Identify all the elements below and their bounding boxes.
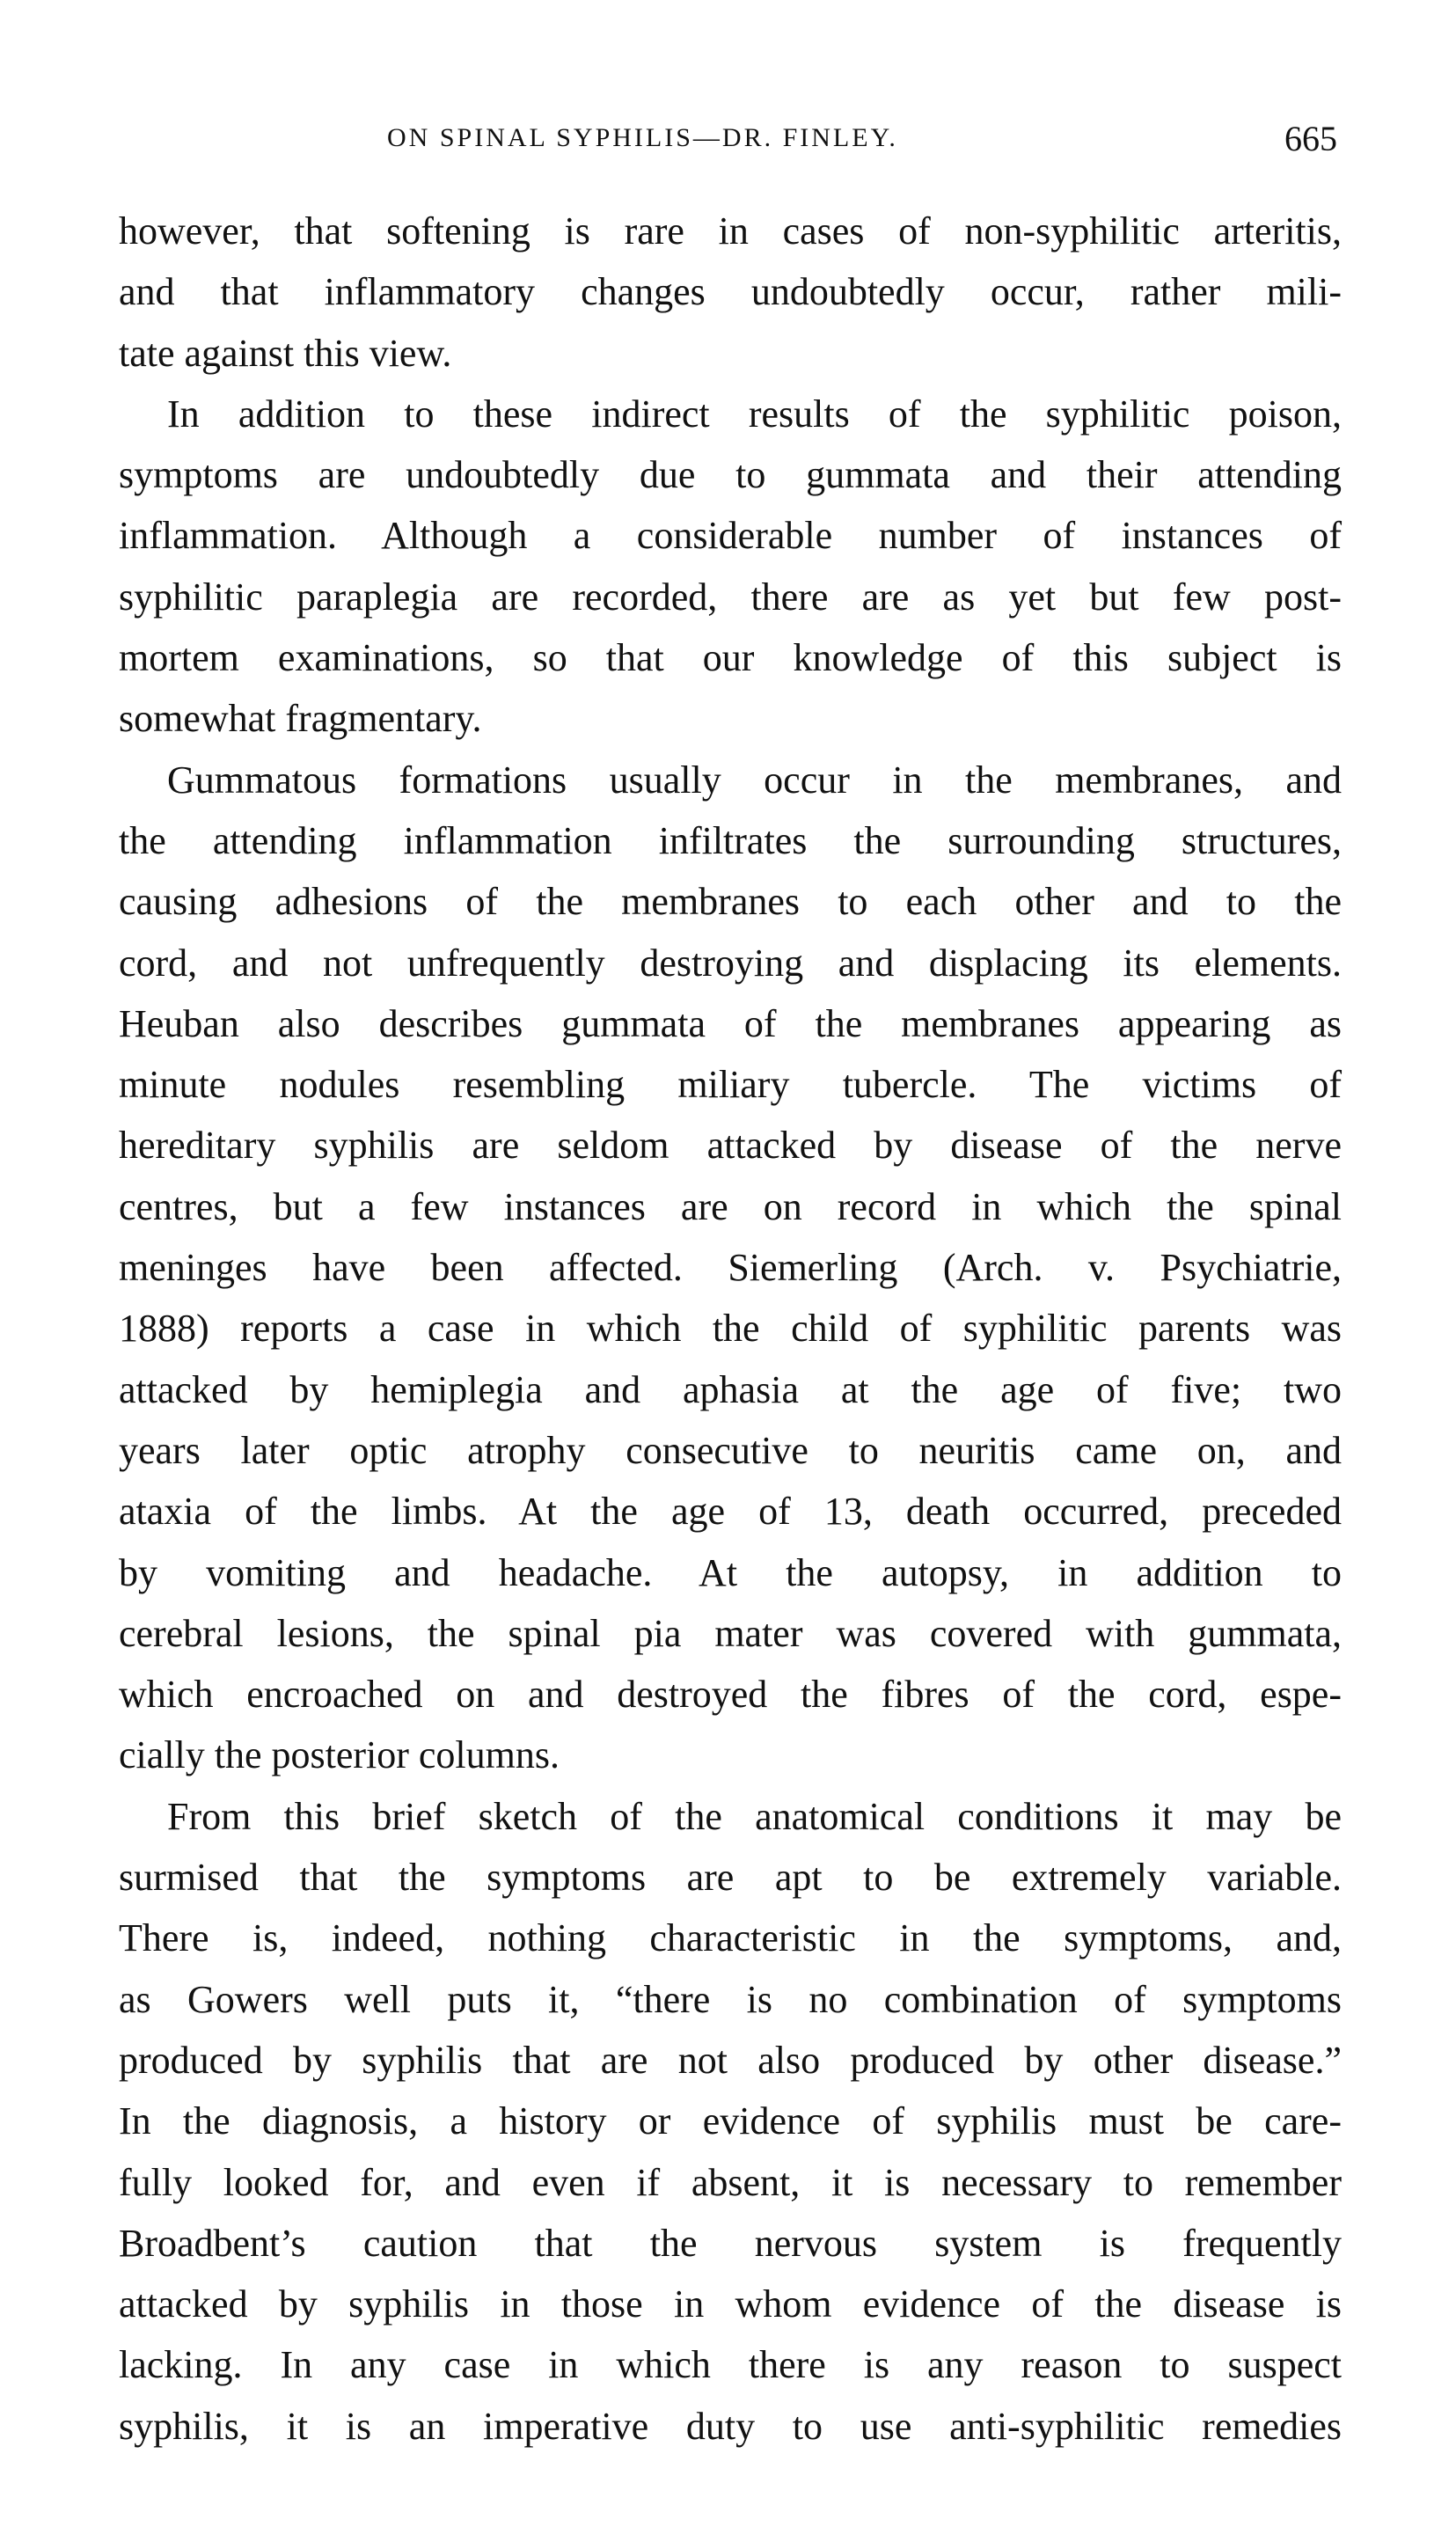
text-line: as Gowers well puts it, “there is no combination of symptoms xyxy=(119,1977,1342,2021)
text-line: attacked by hemiplegia and aphasia at the age of five; two xyxy=(119,1367,1342,1411)
text-line: cerebral lesions, the spinal pia mater was covered with gummata, xyxy=(119,1611,1342,1655)
text-line: years later optic atrophy consecutive to neuritis came on, and xyxy=(119,1428,1342,1472)
text-line: lacking. In any case in which there is any reason to suspect xyxy=(119,2343,1342,2387)
text-line: In addition to these indirect results of the syphilitic poison, xyxy=(167,392,1342,436)
text-line: meninges have been affected. Siemerling (Arch. v. Psychiatrie, xyxy=(119,1246,1342,1290)
text-line: however, that softening is rare in cases of non-syphilitic arteritis, xyxy=(119,209,1342,253)
text-line: From this brief sketch of the anatomical conditions it may be xyxy=(167,1794,1342,1838)
text-line: cord, and not unfrequently destroying and displacing its elements. xyxy=(119,941,1342,985)
text-line: Gummatous formations usually occur in the membranes, and xyxy=(167,758,1342,802)
text-line: by vomiting and headache. At the autopsy, in addition to xyxy=(119,1550,1342,1594)
text-line: In the diagnosis, a history or evidence of syphilis must be care- xyxy=(119,2099,1342,2143)
text-line: fully looked for, and even if absent, it is necessary to remember xyxy=(119,2160,1342,2204)
text-line: ataxia of the limbs. At the age of 13, death occurred, preceded xyxy=(119,1490,1342,1534)
text-line: attacked by syphilis in those in whom evidence of the disease is xyxy=(119,2282,1342,2326)
text-line: syphilis, it is an imperative duty to use anti-syphilitic remedies xyxy=(119,2404,1342,2448)
text-line: produced by syphilis that are not also produced by other disease.” xyxy=(119,2038,1342,2082)
text-line: 1888) reports a case in which the child of syphilitic parents was xyxy=(119,1307,1342,1351)
text-line: the attending inflammation infiltrates the surrounding structures, xyxy=(119,818,1342,862)
text-line: Broadbent’s caution that the nervous system is frequently xyxy=(119,2221,1342,2265)
text-line: somewhat fragmentary. xyxy=(119,697,482,741)
text-line: cially the posterior columns. xyxy=(119,1733,560,1777)
text-line: and that inflammatory changes undoubtedly occur, rather mili- xyxy=(119,270,1342,314)
page-number: 665 xyxy=(1284,119,1337,158)
text-line: symptoms are undoubtedly due to gummata and their attending xyxy=(119,453,1342,497)
body-text xyxy=(119,201,1342,2457)
text-line: causing adhesions of the membranes to each other and to the xyxy=(119,880,1342,924)
text-line: centres, but a few instances are on record in which the spinal xyxy=(119,1184,1342,1228)
running-head xyxy=(123,119,1337,176)
text-line: which encroached on and destroyed the fibres of the cord, espe- xyxy=(119,1673,1342,1717)
text-line: minute nodules resembling miliary tubercle. The victims of xyxy=(119,1063,1342,1107)
text-line: mortem examinations, so that our knowledge of this subject is xyxy=(119,636,1342,680)
text-line: hereditary syphilis are seldom attacked by disease of the nerve xyxy=(119,1124,1342,1168)
running-title: ON SPINAL SYPHILIS—DR. FINLEY. xyxy=(387,123,898,152)
text-line: tate against this view. xyxy=(119,331,452,375)
text-line: inflammation. Although a considerable number of instances of xyxy=(119,514,1342,558)
text-line: Heuban also describes gummata of the membranes appearing as xyxy=(119,1001,1342,1045)
text-line: syphilitic paraplegia are recorded, there are as yet but few post- xyxy=(119,575,1342,619)
text-line: surmised that the symptoms are apt to be extremely variable. xyxy=(119,1856,1342,1900)
text-line: There is, indeed, nothing characteristic in the symptoms, and, xyxy=(119,1916,1342,1960)
